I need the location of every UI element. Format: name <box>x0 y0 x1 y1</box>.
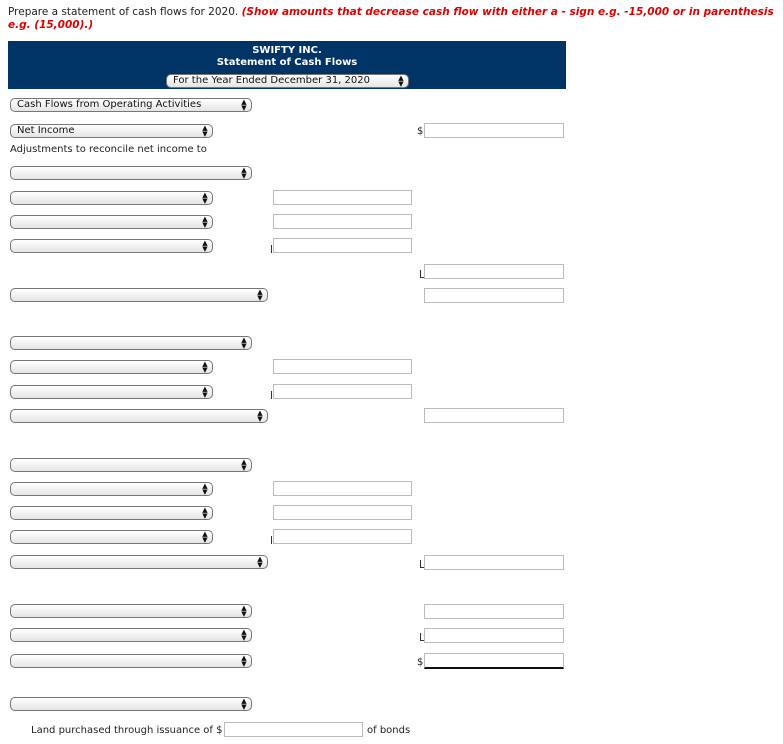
land-amount-input[interactable] <box>224 722 363 737</box>
section-select-investing[interactable] <box>10 336 252 350</box>
select-arrows-icon: ▲ ▼ <box>202 385 208 399</box>
adjustment-amount-input[interactable] <box>273 214 412 229</box>
select-arrows-icon: ▲ ▼ <box>202 360 208 374</box>
net-cash-operating-select[interactable] <box>10 288 268 302</box>
financing-item-select[interactable] <box>10 506 213 520</box>
select-arrows-icon: ▲ ▼ <box>202 215 208 229</box>
period-select[interactable] <box>166 74 409 88</box>
investing-item-select[interactable] <box>10 385 213 399</box>
section-select-value: Cash Flows from Operating Activities <box>17 99 202 110</box>
select-arrows-icon: ▲ ▼ <box>241 166 247 180</box>
company-name: SWIFTY INC. <box>252 45 322 56</box>
select-arrows-icon: ▲ ▼ <box>202 482 208 496</box>
section-select-operating[interactable] <box>10 98 252 112</box>
adjustment-amount-input[interactable] <box>273 190 412 205</box>
financing-amount-input[interactable] <box>273 505 412 520</box>
select-arrows-icon: ▲ ▼ <box>241 98 247 112</box>
select-arrows-icon: ▲ ▼ <box>202 239 208 253</box>
cash-beginning-select[interactable] <box>10 628 252 642</box>
net-change-select[interactable] <box>10 604 252 618</box>
underline-mark <box>271 536 272 544</box>
investing-amount-input[interactable] <box>273 359 412 374</box>
dollar-sign: $ <box>417 126 424 137</box>
adjustment-amount-input[interactable] <box>273 238 412 253</box>
statement-title: Statement of Cash Flows <box>216 57 358 68</box>
section-select-financing[interactable] <box>10 458 252 472</box>
period-select-value: For the Year Ended December 31, 2020 <box>173 75 370 86</box>
cash-beginning-input[interactable] <box>424 628 564 643</box>
financing-item-select[interactable] <box>10 482 213 496</box>
adjustment-item-select[interactable] <box>10 191 213 205</box>
net-income-select-value: Net Income <box>17 125 75 136</box>
net-cash-investing-input[interactable] <box>424 408 564 423</box>
underline-mark <box>271 391 272 399</box>
select-arrows-icon: ▲ ▼ <box>241 336 247 350</box>
land-purchase-label: Land purchased through issuance of $ <box>31 725 223 736</box>
cash-ending-select[interactable] <box>10 654 252 668</box>
select-arrows-icon: ▲ ▼ <box>241 697 247 711</box>
select-arrows-icon: ▲ ▼ <box>202 191 208 205</box>
net-income-select[interactable] <box>10 124 213 138</box>
adjustment-item-select[interactable] <box>10 239 213 253</box>
cash-ending-input[interactable] <box>424 653 564 669</box>
investing-item-select[interactable] <box>10 360 213 374</box>
select-arrows-icon: ▲ ▼ <box>257 288 263 302</box>
noncash-section-select[interactable] <box>10 697 252 711</box>
investing-amount-input[interactable] <box>273 384 412 399</box>
financing-amount-input[interactable] <box>273 529 412 544</box>
select-arrows-icon: ▲ ▼ <box>241 654 247 668</box>
select-arrows-icon: ▲ ▼ <box>257 555 263 569</box>
net-cash-investing-select[interactable] <box>10 409 268 423</box>
net-cash-financing-input[interactable] <box>424 555 564 570</box>
net-income-amount-input[interactable] <box>424 123 564 138</box>
financing-item-select[interactable] <box>10 530 213 544</box>
select-arrows-icon: ▲ ▼ <box>241 604 247 618</box>
adjustments-label: Adjustments to reconcile net income to <box>10 144 207 155</box>
select-arrows-icon: ▲ ▼ <box>202 124 208 138</box>
of-bonds-label: of bonds <box>367 725 411 736</box>
adjustment-item-select[interactable] <box>10 215 213 229</box>
select-arrows-icon: ▲ ▼ <box>257 409 263 423</box>
select-arrows-icon: ▲ ▼ <box>202 506 208 520</box>
select-arrows-icon: ▲ ▼ <box>241 458 247 472</box>
net-cash-financing-select[interactable] <box>10 555 268 569</box>
select-arrows-icon: ▲ ▼ <box>202 530 208 544</box>
instructions-text: Prepare a statement of cash flows for 2020. <box>8 6 242 18</box>
financing-amount-input[interactable] <box>273 481 412 496</box>
underline-mark <box>271 245 272 253</box>
select-arrows-icon: ▲ ▼ <box>398 74 404 88</box>
adjustment-heading-select[interactable] <box>10 166 252 180</box>
dollar-sign: $ <box>417 657 424 668</box>
net-change-input[interactable] <box>424 604 564 619</box>
select-arrows-icon: ▲ ▼ <box>241 628 247 642</box>
instructions-emphasis: (Show amounts that decrease cash flow with either a - sign e.g. -15,000 or in parenthesis e.g. (15,000).) <box>8 6 774 31</box>
instructions <box>8 6 776 32</box>
net-cash-operating-input[interactable] <box>424 288 564 303</box>
subtotal-amount-input[interactable] <box>424 264 564 279</box>
